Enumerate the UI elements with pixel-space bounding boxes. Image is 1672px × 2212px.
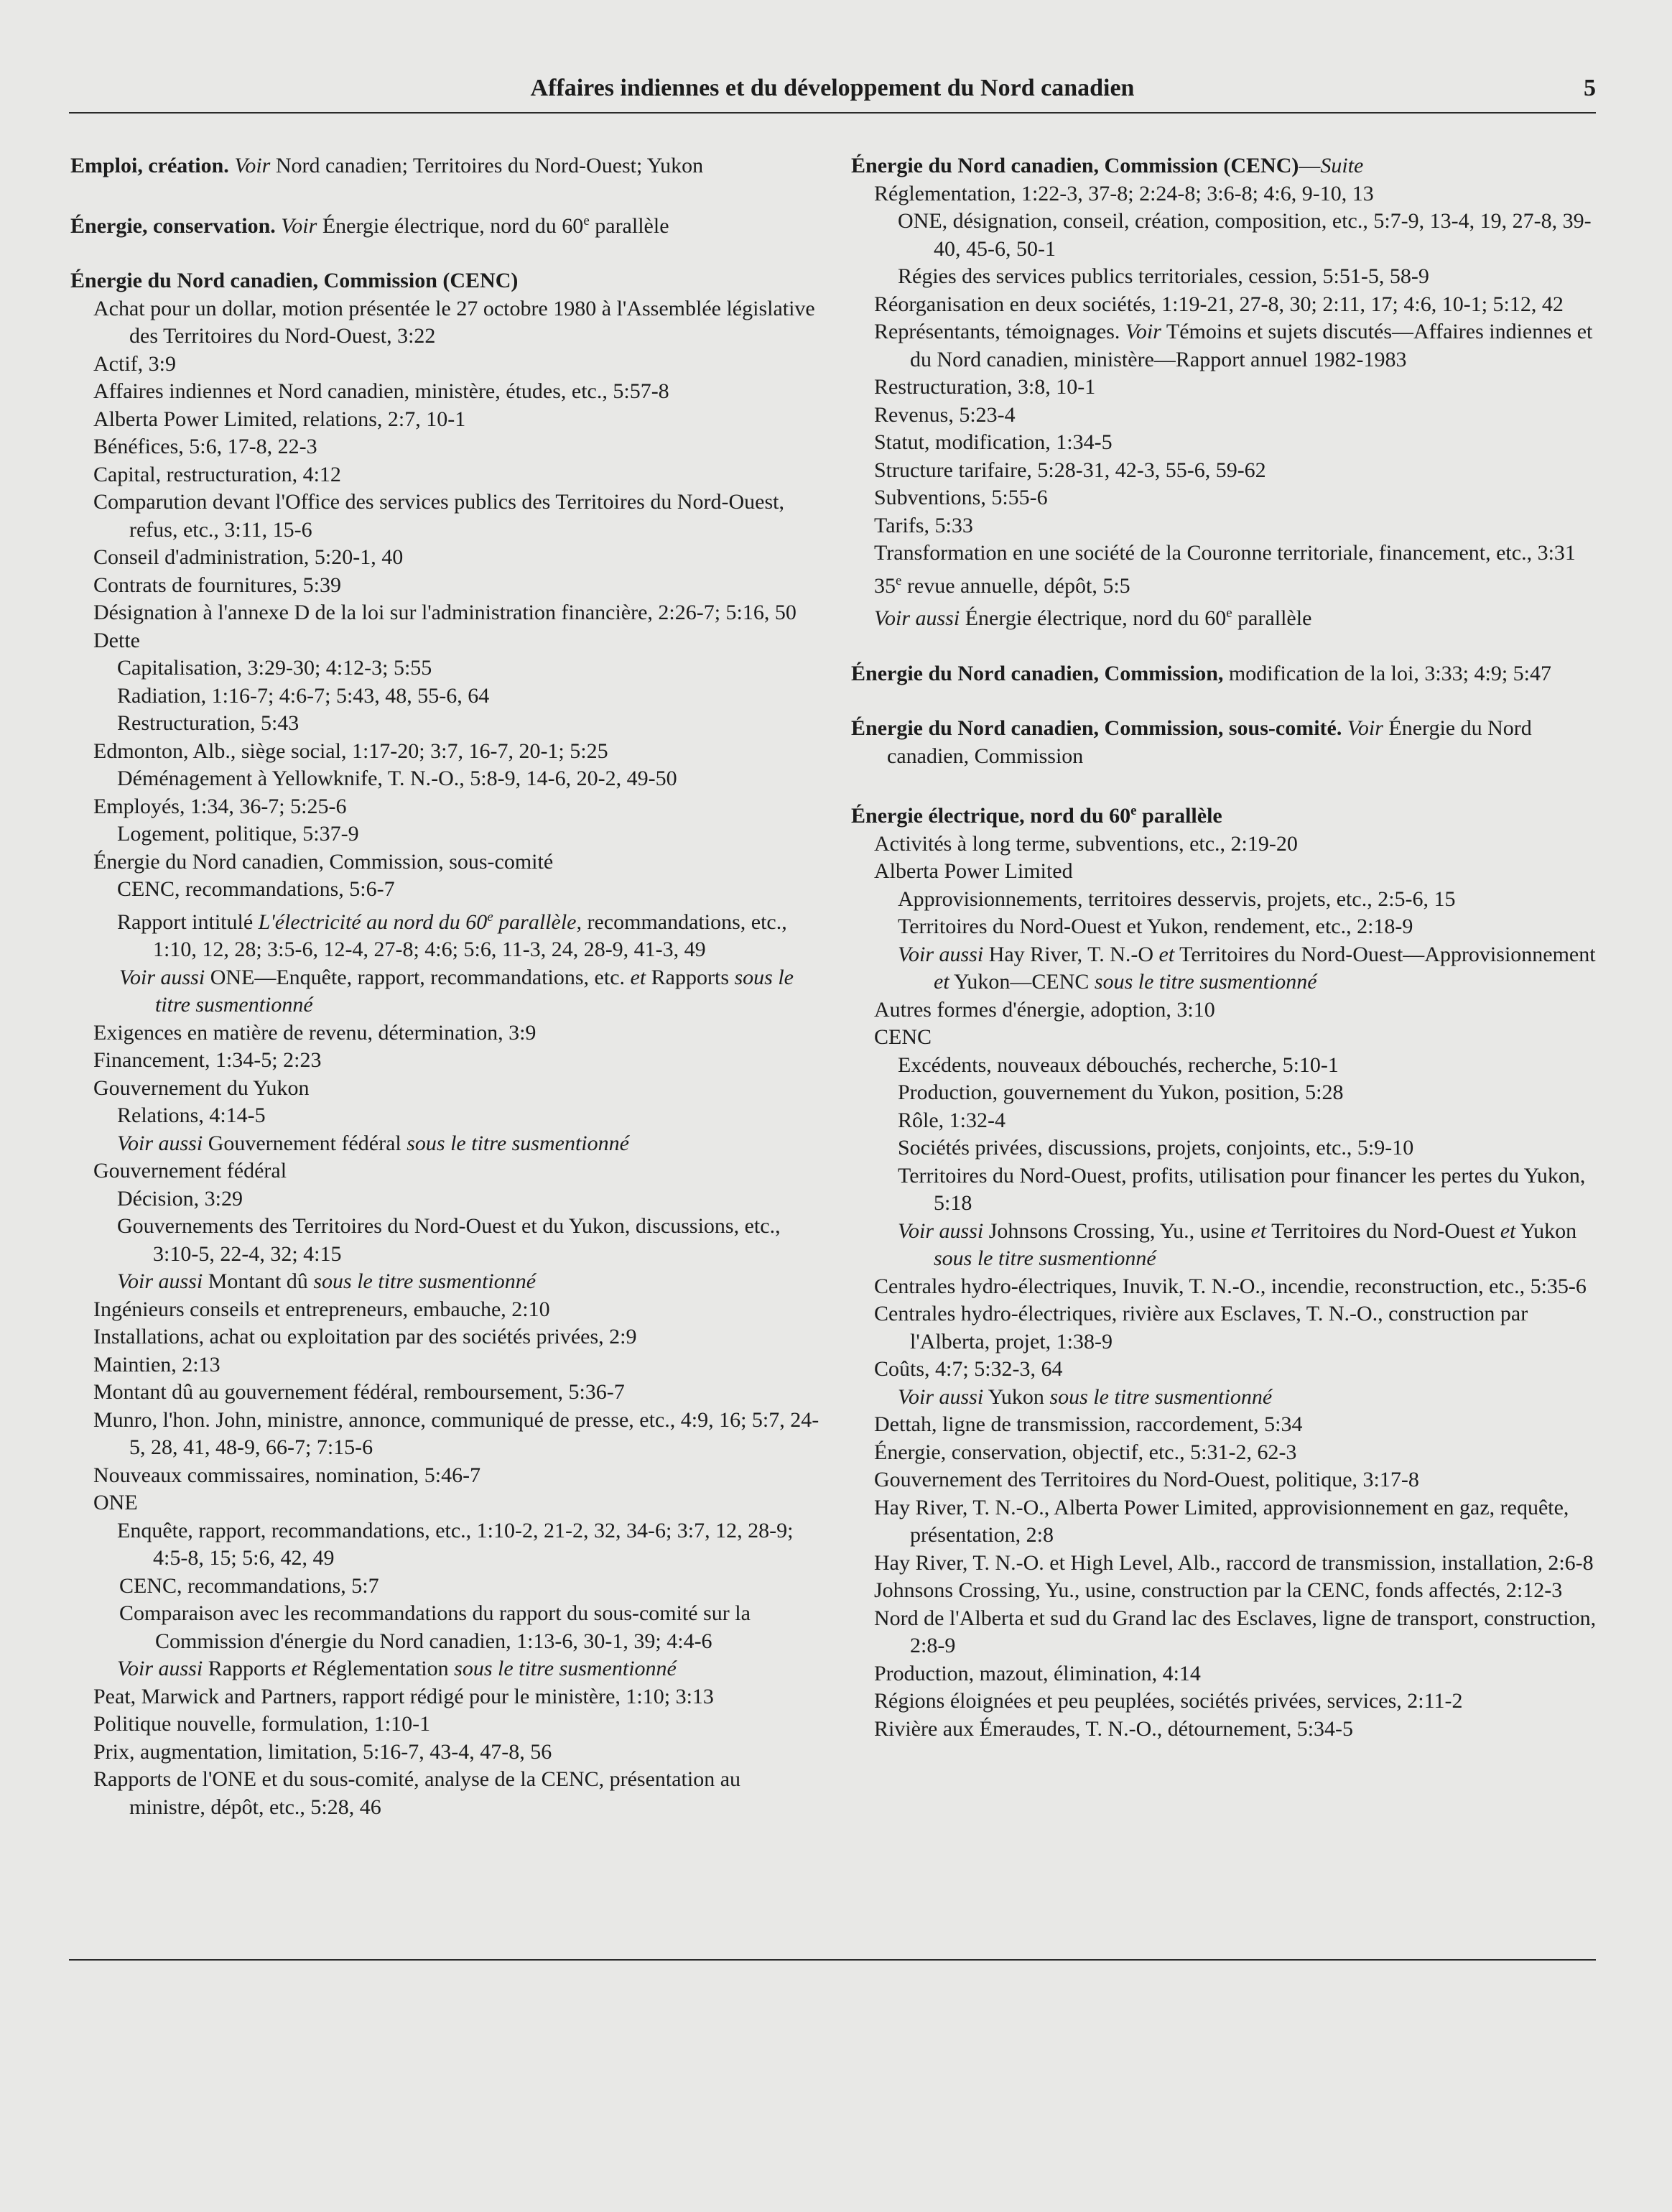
index-subentry: Enquête, rapport, recommandations, etc., 1:10-2, 21-2, 32, 34-6; 3:7, 12, 28-9; 4:5-8, 15; 5:6, 42, 49 (117, 1518, 794, 1570)
index-subentry: Hay River, T. N.-O. et High Level, Alb., raccord de transmission, installation, 2:6-8 (874, 1550, 1594, 1575)
index-subentry: Voir aussi Gouvernement fédéral sous le titre susmentionné (117, 1131, 629, 1155)
index-subentry: Peat, Marwick and Partners, rapport rédigé pour le ministère, 1:10; 3:13 (93, 1684, 714, 1708)
index-subentry: Coûts, 4:7; 5:32-3, 64 (874, 1357, 1063, 1381)
index-subentry: Montant dû au gouvernement fédéral, remboursement, 5:36-7 (93, 1380, 625, 1404)
index-subentry: Production, gouvernement du Yukon, position, 5:28 (898, 1080, 1344, 1104)
index-subentry: Employés, 1:34, 36-7; 5:25-6 (93, 794, 347, 818)
running-header (69, 72, 1596, 114)
index-subentry: Edmonton, Alb., siège social, 1:17-20; 3:7, 16-7, 20-1; 5:25 (93, 739, 608, 763)
index-subentry: Dette (93, 628, 140, 652)
index-subentry: Excédents, nouveaux débouchés, recherche, 5:10-1 (898, 1052, 1339, 1077)
index-subentry: Subventions, 5:55-6 (874, 486, 1048, 509)
index-entry (851, 715, 1598, 770)
index-subentry: Voir aussi Yukon sous le titre susmentionné (898, 1384, 1273, 1409)
index-subentry: Hay River, T. N.-O., Alberta Power Limited, approvisionnement en gaz, requête, présentation, 2:8 (874, 1495, 1569, 1547)
index-subentry: Actif, 3:9 (93, 351, 176, 376)
index-subentry: Déménagement à Yellowknife, T. N.-O., 5:8-9, 14-6, 20-2, 49-50 (117, 767, 677, 790)
index-column-right (851, 152, 1598, 1770)
index-subentry: Énergie, conservation, objectif, etc., 5:31-2, 62-3 (874, 1440, 1297, 1464)
index-subentry: Installations, achat ou exploitation par des sociétés privées, 2:9 (93, 1325, 637, 1348)
index-subentry: Affaires indiennes et Nord canadien, ministère, études, etc., 5:57-8 (93, 379, 669, 403)
index-subentry: CENC (874, 1025, 932, 1049)
page-number: 5 (1584, 75, 1596, 101)
index-heading: Énergie du Nord canadien, Commission, modification de la loi, 3:33; 4:9; 5:47 (851, 661, 1551, 685)
index-subentry: Activités à long terme, subventions, etc., 2:19-20 (874, 831, 1298, 856)
index-subentry: Alberta Power Limited (874, 859, 1073, 883)
index-subentry: ONE, désignation, conseil, création, composition, etc., 5:7-9, 13-4, 19, 27-8, 39-40, 45-6, 50-1 (898, 209, 1592, 261)
index-entry (851, 797, 1598, 1743)
index-subentry: Statut, modification, 1:34-5 (874, 430, 1113, 454)
index-heading: Énergie du Nord canadien, Commission, sous-comité. Voir Énergie du Nord canadien, Commission (851, 716, 1532, 768)
index-subentry: Ingénieurs conseils et entrepreneurs, embauche, 2:10 (93, 1297, 550, 1321)
index-subentry: Voir aussi Rapports et Réglementation sous le titre susmentionné (117, 1657, 677, 1680)
index-subentry: Restructuration, 5:43 (117, 711, 299, 735)
index-subentry: Bénéfices, 5:6, 17-8, 22-3 (93, 435, 317, 458)
index-heading: Énergie électrique, nord du 60e parallèle (851, 803, 1222, 828)
index-subentry: Restructuration, 3:8, 10-1 (874, 375, 1096, 399)
index-subentry: Transformation en une société de la Couronne territoriale, financement, etc., 3:31 (874, 541, 1576, 565)
index-subentry: Énergie du Nord canadien, Commission, sous-comité (93, 849, 554, 874)
index-subentry: Décision, 3:29 (117, 1186, 243, 1211)
index-subentry: Sociétés privées, discussions, projets, conjoints, etc., 5:9-10 (898, 1136, 1414, 1160)
index-subentry: Rapports de l'ONE et du sous-comité, analyse de la CENC, présentation au ministre, dépôt, etc., 5:28, 46 (93, 1767, 741, 1819)
index-subentry: Alberta Power Limited, relations, 2:7, 10-1 (93, 407, 466, 431)
index-heading: Énergie du Nord canadien, Commission (CENC)—Suite (851, 154, 1364, 177)
index-subentry: Désignation à l'annexe D de la loi sur l'administration financière, 2:26-7; 5:16, 50 (93, 601, 796, 624)
running-header-title: Affaires indiennes et du développement du Nord canadien (530, 75, 1135, 101)
index-column-left (70, 152, 821, 1848)
index-subentry: Prix, augmentation, limitation, 5:16-7, 43-4, 47-8, 56 (93, 1739, 552, 1764)
index-subentry: Financement, 1:34-5; 2:23 (93, 1048, 322, 1072)
index-subentry: Rapport intitulé L'électricité au nord du 60e parallèle, recommandations, etc., 1:10, 12, 28; 3:5-6, 12-4, 27-8; 4:6; 5:6, 11-3, 24, 28-9, 41-3, 49 (117, 909, 787, 961)
index-entry (851, 660, 1598, 688)
index-subentry: Réglementation, 1:22-3, 37-8; 2:24-8; 3:6-8; 4:6, 9-10, 13 (874, 181, 1374, 205)
index-subentry: Centrales hydro-électriques, Inuvik, T. N.-O., incendie, reconstruction, etc., 5:35-6 (874, 1274, 1587, 1298)
index-subentry: Voir aussi ONE—Enquête, rapport, recommandations, etc. et Rapports sous le titre susmentionné (119, 965, 794, 1017)
index-subentry: Munro, l'hon. John, ministre, annonce, communiqué de presse, etc., 4:9, 16; 5:7, 24-5, 28, 41, 48-9, 66-7; 7:15-6 (93, 1407, 819, 1459)
index-subentry: Relations, 4:14-5 (117, 1103, 266, 1127)
index-subentry: Nord de l'Alberta et sud du Grand lac des Esclaves, ligne de transport, construction, 2:8-9 (874, 1606, 1597, 1657)
index-subentry: Exigences en matière de revenu, détermination, 3:9 (93, 1020, 537, 1045)
index-subentry: 35e revue annuelle, dépôt, 5:5 (874, 573, 1130, 598)
index-subentry: Gouvernement du Yukon (93, 1075, 310, 1100)
index-subentry: Autres formes d'énergie, adoption, 3:10 (874, 997, 1215, 1022)
index-subentry: CENC, recommandations, 5:6-7 (117, 877, 395, 901)
index-subentry: Capitalisation, 3:29-30; 4:12-3; 5:55 (117, 656, 432, 680)
index-subentry: CENC, recommandations, 5:7 (119, 1573, 379, 1598)
index-subentry: Régions éloignées et peu peuplées, sociétés privées, services, 2:11-2 (874, 1689, 1463, 1713)
index-subentry: Voir aussi Hay River, T. N.-O et Territoires du Nord-Ouest—Approvisionnement et Yukon—CENC sous le titre susmentionné (898, 942, 1596, 994)
index-subentry: Voir aussi Johnsons Crossing, Yu., usine et Territoires du Nord-Ouest et Yukon sous le titre susmentionné (898, 1218, 1577, 1270)
index-subentry: Gouvernement des Territoires du Nord-Ouest, politique, 3:17-8 (874, 1468, 1419, 1491)
index-subentry: Maintien, 2:13 (93, 1352, 220, 1376)
index-heading: Énergie du Nord canadien, Commission (CENC) (70, 269, 519, 292)
index-subentry: Comparaison avec les recommandations du rapport du sous-comité sur la Commission d'énergie du Nord canadien, 1:13-6, 30-1, 39; 4:4-6 (119, 1601, 751, 1653)
index-subentry: Centrales hydro-électriques, rivière aux Esclaves, T. N.-O., construction par l'Alberta, projet, 1:38-9 (874, 1302, 1528, 1353)
index-subentry: Comparution devant l'Office des services publics des Territoires du Nord-Ouest, refus, etc., 3:11, 15-6 (93, 490, 784, 542)
index-subentry: Rivière aux Émeraudes, T. N.-O., détournement, 5:34-5 (874, 1716, 1354, 1741)
index-heading: Emploi, création. Voir Nord canadien; Territoires du Nord-Ouest; Yukon (70, 154, 704, 177)
index-subentry: Réorganisation en deux sociétés, 1:19-21, 27-8, 30; 2:11, 17; 4:6, 10-1; 5:12, 42 (874, 292, 1564, 316)
index-subentry: ONE (93, 1491, 138, 1514)
index-subentry: Achat pour un dollar, motion présentée le 27 octobre 1980 à l'Assemblée législative des Territoires du Nord-Ouest, 3:22 (93, 296, 815, 348)
index-subentry: Voir aussi Montant dû sous le titre susmentionné (117, 1269, 537, 1293)
index-subentry: Politique nouvelle, formulation, 1:10-1 (93, 1712, 431, 1736)
index-subentry: Voir aussi Énergie électrique, nord du 60e parallèle (874, 606, 1312, 630)
index-entry (70, 152, 821, 180)
index-subentry: Approvisionnements, territoires desservis, projets, etc., 2:5-6, 15 (898, 887, 1456, 911)
index-subentry: Gouvernement fédéral (93, 1159, 287, 1183)
index-entry (70, 208, 821, 241)
index-subentry: Conseil d'administration, 5:20-1, 40 (93, 545, 404, 569)
bottom-rule (69, 1959, 1596, 1961)
index-heading: Énergie, conservation. Voir Énergie électrique, nord du 60e parallèle (70, 213, 669, 238)
index-subentry: Dettah, ligne de transmission, raccordement, 5:34 (874, 1412, 1303, 1436)
index-subentry: Gouvernements des Territoires du Nord-Ouest et du Yukon, discussions, etc., 3:10-5, 22-4, 32; 4:15 (117, 1214, 781, 1266)
index-subentry: Territoires du Nord-Ouest et Yukon, rendement, etc., 2:18-9 (898, 915, 1413, 938)
index-subentry: Production, mazout, élimination, 4:14 (874, 1661, 1201, 1685)
index-entry (70, 267, 821, 1821)
index-subentry: Territoires du Nord-Ouest, profits, utilisation pour financer les pertes du Yukon, 5:18 (898, 1163, 1586, 1215)
index-subentry: Structure tarifaire, 5:28-31, 42-3, 55-6, 59-62 (874, 458, 1266, 482)
index-entry (851, 152, 1598, 633)
index-subentry: Johnsons Crossing, Yu., usine, construction par la CENC, fonds affectés, 2:12-3 (874, 1578, 1563, 1602)
index-subentry: Tarifs, 5:33 (874, 513, 973, 537)
index-subentry: Contrats de fournitures, 5:39 (93, 573, 341, 597)
index-subentry: Régies des services publics territoriales, cession, 5:51-5, 58-9 (898, 264, 1429, 288)
index-subentry: Rôle, 1:32-4 (898, 1108, 1005, 1132)
index-subentry: Nouveaux commissaires, nomination, 5:46-7 (93, 1463, 481, 1487)
index-subentry: Capital, restructuration, 4:12 (93, 462, 341, 486)
index-subentry: Radiation, 1:16-7; 4:6-7; 5:43, 48, 55-6, 64 (117, 683, 490, 708)
index-subentry: Revenus, 5:23-4 (874, 402, 1016, 427)
index-subentry: Représentants, témoignages. Voir Témoins et sujets discutés—Affaires indiennes et du Nord canadien, ministère—Rapport annuel 1982-1983 (874, 320, 1593, 371)
index-subentry: Logement, politique, 5:37-9 (117, 822, 359, 846)
